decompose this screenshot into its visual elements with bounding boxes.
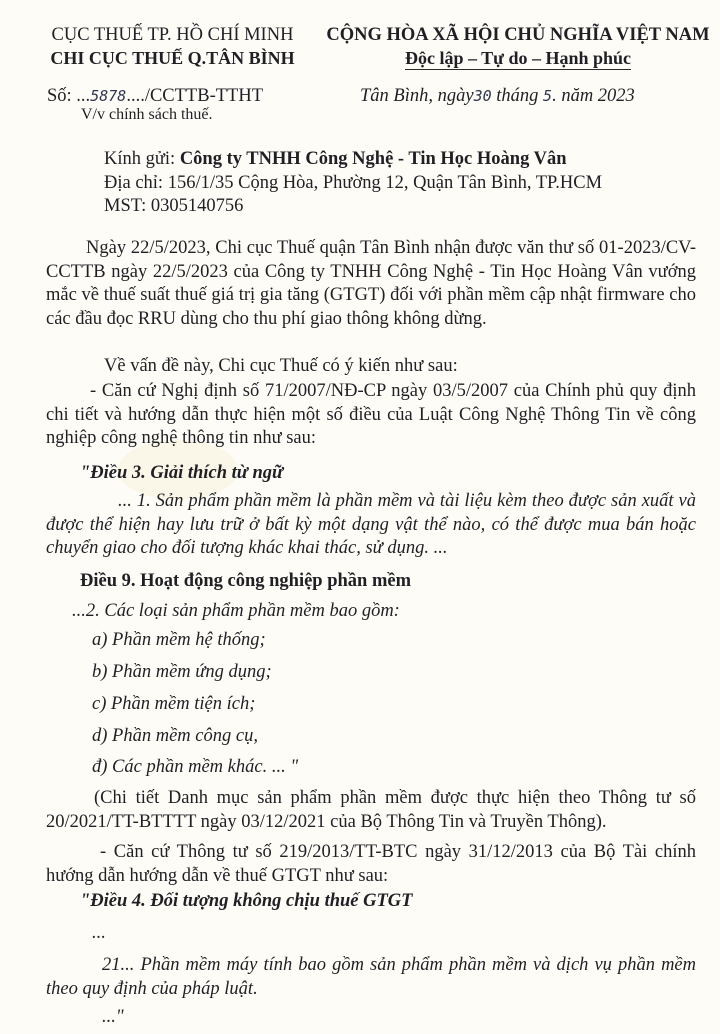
recipient-address: Địa chỉ: 156/1/35 Cộng Hòa, Phường 12, Quận Tân Bình, TP.HCM xyxy=(104,172,603,193)
national-motto-block xyxy=(318,24,718,70)
intro-paragraph: Ngày 22/5/2023, Chi cục Thuế quận Tân Bình nhận được văn thư số 01-2023/CV-CCTTB ngày 22/5/2023 của Công ty TNHH Công Nghệ - Tin Học Hoàng Vân vướng mắc về thuế suất thuế giá trị gia tăng (GTGT) đối với phần mềm cập nhật firmware cho các đầu đọc RRU dùng cho thu phí giao thông không dừng. xyxy=(46,238,696,329)
issue-date: Tân Bình, ngày30 tháng 5. năm 2023 xyxy=(360,86,635,106)
handwritten-month: 5 xyxy=(543,87,553,105)
basis-circular-paragraph: - Căn cứ Thông tư số 219/2013/TT-BTC ngày 31/12/2013 của Bộ Tài chính hướng dẫn hướng dẫn về thuế GTGT như sau: xyxy=(46,842,696,886)
national-motto: Độc lập – Tự do – Hạnh phúc xyxy=(404,48,632,68)
agency-name: CỤC THUẾ TP. HỒ CHÍ MINH xyxy=(51,25,294,45)
document-subject: V/v chính sách thuế. xyxy=(81,106,213,123)
article4-text: 21... Phần mềm máy tính bao gồm sản phẩm phần mềm và dịch vụ phần mềm theo quy định của pháp luật. xyxy=(46,955,696,999)
issuing-agency-block xyxy=(40,24,305,70)
document-number: Số: ...5878..../CCTTB-TTHT xyxy=(47,86,263,106)
detail-note-paragraph: (Chi tiết Danh mục sản phẩm phần mềm được thực hiện theo Thông tư số 20/2021/TT-BTTTT ngày 03/12/2021 của Bộ Thông Tin và Truyền Thông). xyxy=(46,788,696,832)
recipient-tax-code: MST: 0305140756 xyxy=(104,196,244,216)
article3-title: "Điều 3. Giải thích từ ngữ xyxy=(80,463,284,483)
ellipsis-2: ..." xyxy=(102,1007,124,1027)
article3-text: ... 1. Sản phẩm phần mềm là phần mềm và tài liệu kèm theo được sản xuất và được thể hiện hay lưu trữ ở bất kỳ một dạng vật thể nào, có thể được mua bán hoặc chuyển giao cho đối tượng khác khai thác, sử dụng. ... xyxy=(46,491,696,559)
recipient-block xyxy=(104,148,602,219)
article9-text: ...2. Các loại sản phẩm phần mềm bao gồm: xyxy=(72,601,400,621)
basis-decree-paragraph: - Căn cứ Nghị định số 71/2007/NĐ-CP ngày 03/5/2007 của Chính phủ quy định chi tiết và hướng dẫn thực hiện một số điều của Luật Công Nghệ Thông Tin về công nghiệp công nghệ thông tin như sau: xyxy=(46,381,696,449)
recipient-name: Công ty TNHH Công Nghệ - Tin Học Hoàng Vân xyxy=(179,149,567,169)
software-type-d: d) Phần mềm công cụ, xyxy=(92,726,258,746)
recipient-label: Kính gửi: xyxy=(104,149,176,169)
software-type-c: c) Phần mềm tiện ích; xyxy=(92,694,256,714)
nation-name: CỘNG HÒA XÃ HỘI CHỦ NGHĨA VIỆT NAM xyxy=(326,25,710,45)
sub-agency-name: CHI CỤC THUẾ Q.TÂN BÌNH xyxy=(50,48,295,68)
software-type-a: a) Phần mềm hệ thống; xyxy=(92,630,266,650)
handwritten-number: 5878 xyxy=(90,87,127,105)
handwritten-day: 30 xyxy=(473,87,492,105)
article9-title: Điều 9. Hoạt động công nghiệp phần mềm xyxy=(80,571,411,591)
software-type-e: đ) Các phần mềm khác. ... " xyxy=(92,757,299,777)
opinion-paragraph: Về vấn đề này, Chi cục Thuế có ý kiến như sau: xyxy=(104,356,458,376)
ellipsis-1: ... xyxy=(92,923,106,943)
article4-title: "Điều 4. Đối tượng không chịu thuế GTGT xyxy=(80,891,413,911)
software-type-b: b) Phần mềm ứng dụng; xyxy=(92,662,272,682)
